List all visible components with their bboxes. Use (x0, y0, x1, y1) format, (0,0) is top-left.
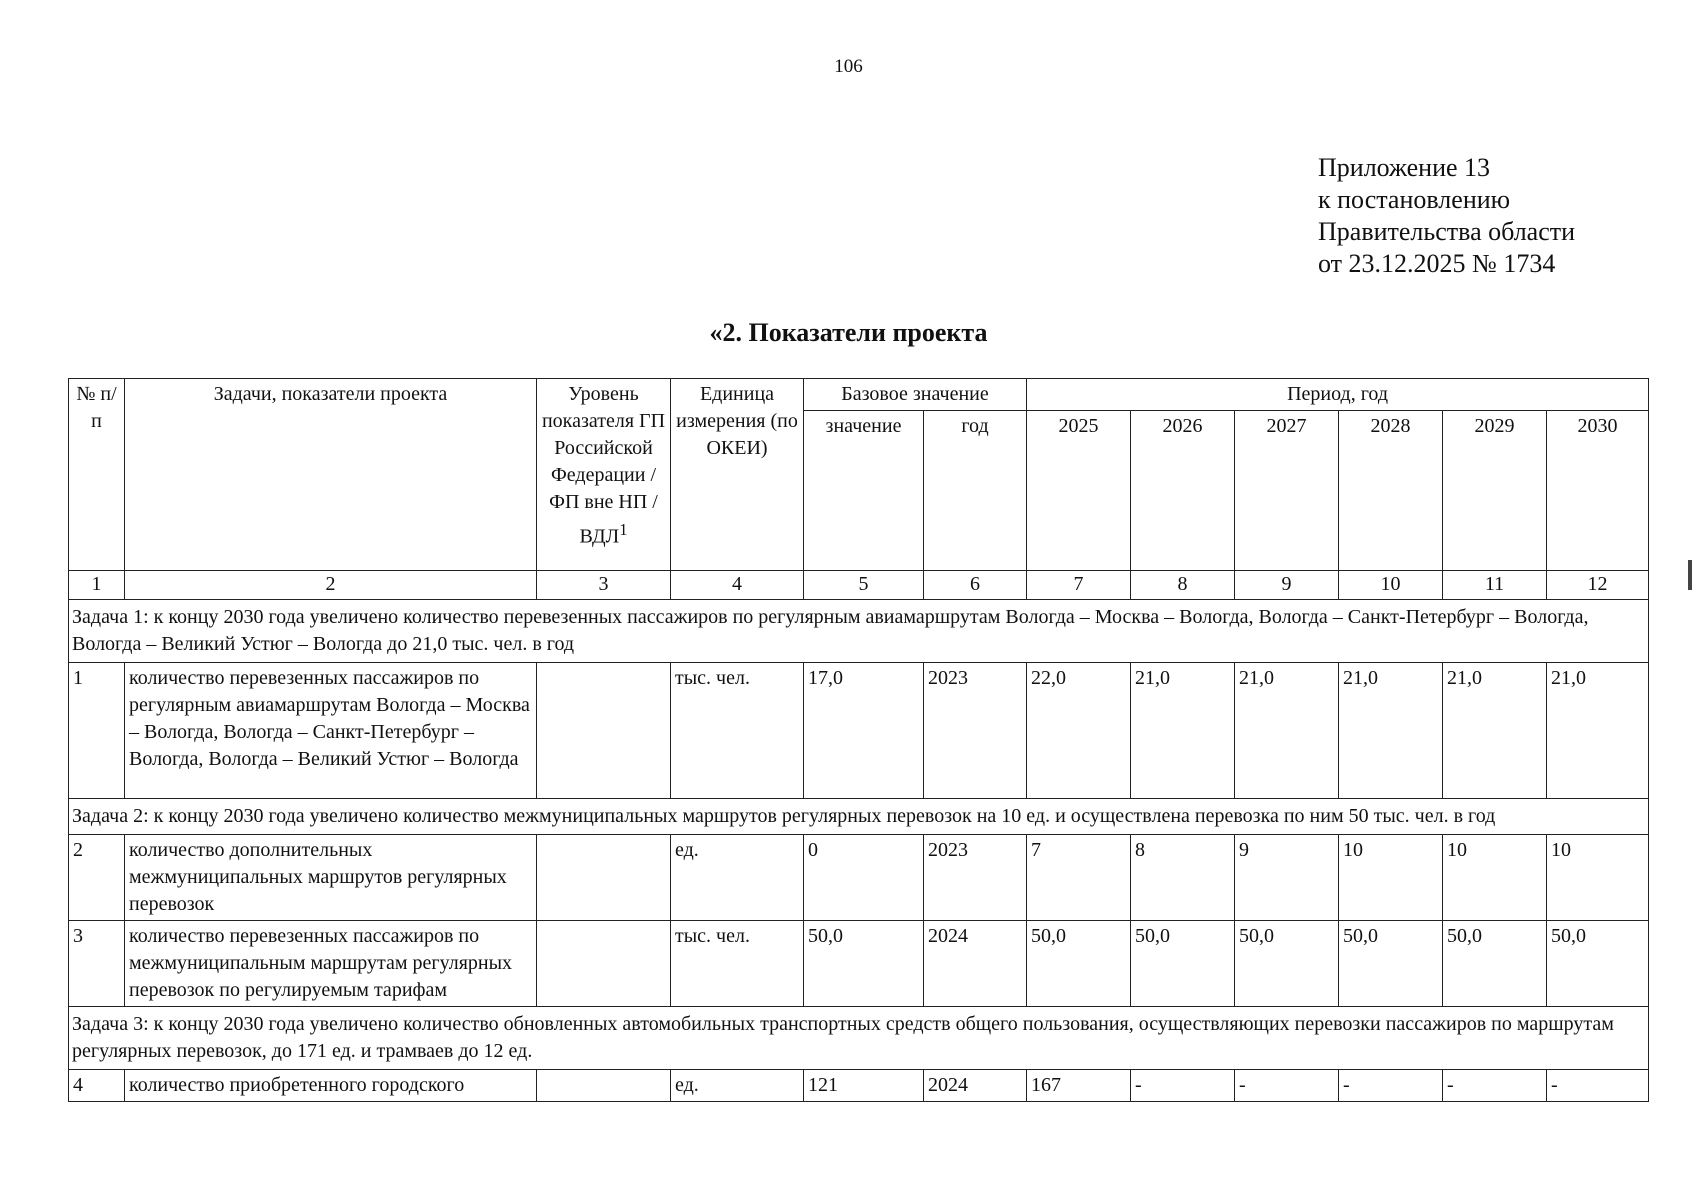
column-number: 1 (69, 571, 125, 600)
appendix-line: от 23.12.2025 № 1734 (1318, 249, 1556, 278)
header-num: № п/п (69, 379, 125, 571)
row-base-year: 2024 (924, 1070, 1027, 1102)
header-period: Период, год (1027, 379, 1649, 411)
row-base-value: 17,0 (804, 663, 924, 799)
row-indicator: количество перевезенных пассажиров по регулярным авиамаршрутам Вологда – Москва – Вологда, Вологда – Санкт-Петербург – Вологда, Вологда – Великий Устюг – Вологда (125, 663, 537, 799)
row-level (537, 1070, 671, 1102)
row-year-value: - (1443, 1070, 1547, 1102)
column-number: 9 (1235, 571, 1339, 600)
row-base-value: 50,0 (804, 921, 924, 1007)
column-number-row (69, 571, 1649, 600)
header-base-year: год (924, 411, 1027, 571)
row-num: 4 (69, 1070, 125, 1102)
row-year-value: 7 (1027, 835, 1131, 921)
column-number: 4 (671, 571, 804, 600)
row-year-value: 50,0 (1235, 921, 1339, 1007)
header-level (537, 379, 671, 571)
row-indicator: количество приобретенного городского (125, 1070, 537, 1102)
row-unit: ед. (671, 835, 804, 921)
appendix-block (1318, 152, 1575, 280)
row-year-value: 21,0 (1131, 663, 1235, 799)
row-base-value: 121 (804, 1070, 924, 1102)
row-level (537, 663, 671, 799)
row-num: 3 (69, 921, 125, 1007)
task-row (69, 1007, 1649, 1070)
row-year-value: 21,0 (1443, 663, 1547, 799)
header-year: 2028 (1339, 411, 1443, 571)
task-row (69, 799, 1649, 835)
page-number: 106 (834, 56, 863, 77)
row-year-value: 8 (1131, 835, 1235, 921)
table-row (69, 921, 1649, 1007)
table-row (69, 663, 1649, 799)
scan-edge-mark (1688, 560, 1692, 590)
row-year-value: 22,0 (1027, 663, 1131, 799)
task-3: Задача 3: к концу 2030 года увеличено количество обновленных автомобильных транспортных средств общего пользования, осуществляющих перевозки пассажиров по маршрутам регулярных перевозок, до 171 ед. и трамваев до 12 ед. (69, 1007, 1649, 1070)
task-1: Задача 1: к концу 2030 года увеличено количество перевезенных пассажиров по регулярным авиамаршрутам Вологда – Москва – Вологда, Вологда – Санкт-Петербург – Вологда, Вологда – Великий Устюг – Вологда до 21,0 тыс. чел. в год (69, 600, 1649, 663)
row-base-year: 2023 (924, 663, 1027, 799)
header-year: 2026 (1131, 411, 1235, 571)
row-year-value: - (1131, 1070, 1235, 1102)
row-year-value: 167 (1027, 1070, 1131, 1102)
row-unit: тыс. чел. (671, 663, 804, 799)
header-unit: Единица измерения (по ОКЕИ) (671, 379, 804, 571)
row-year-value: 50,0 (1027, 921, 1131, 1007)
row-unit: тыс. чел. (671, 921, 804, 1007)
column-number: 6 (924, 571, 1027, 600)
row-year-value: 21,0 (1547, 663, 1649, 799)
row-indicator: количество дополнительных межмуниципальных маршрутов регулярных перевозок (125, 835, 537, 921)
appendix-line: Приложение 13 (1318, 153, 1491, 182)
table-row (69, 835, 1649, 921)
row-unit: ед. (671, 1070, 804, 1102)
appendix-line: к постановлению (1318, 185, 1511, 214)
document-title: «2. Показатели проекта (709, 318, 988, 347)
appendix-line: Правительства области (1318, 217, 1576, 246)
header-base: Базовое значение (804, 379, 1027, 411)
header-year: 2025 (1027, 411, 1131, 571)
row-year-value: 21,0 (1339, 663, 1443, 799)
column-number: 3 (537, 571, 671, 600)
row-indicator: количество перевезенных пассажиров по межмуниципальным маршрутам регулярных перевозок по регулируемым тарифам (125, 921, 537, 1007)
header-level-text: Уровень показателя ГП Российской Федерации / ФП вне НП / ВДЛ (541, 383, 666, 548)
table-row (69, 1070, 1649, 1102)
row-year-value: 10 (1547, 835, 1649, 921)
row-base-year: 2023 (924, 835, 1027, 921)
row-year-value: 10 (1443, 835, 1547, 921)
row-base-value: 0 (804, 835, 924, 921)
row-year-value: 50,0 (1443, 921, 1547, 1007)
column-number: 11 (1443, 571, 1547, 600)
row-year-value: 9 (1235, 835, 1339, 921)
footnote-mark: 1 (619, 520, 628, 539)
row-num: 1 (69, 663, 125, 799)
row-year-value: 50,0 (1131, 921, 1235, 1007)
column-number: 5 (804, 571, 924, 600)
column-number: 7 (1027, 571, 1131, 600)
header-base-value: значение (804, 411, 924, 571)
task-row (69, 600, 1649, 663)
row-level (537, 835, 671, 921)
header-year: 2029 (1443, 411, 1547, 571)
row-year-value: 21,0 (1235, 663, 1339, 799)
header-tasks: Задачи, показатели проекта (125, 379, 537, 571)
column-number: 10 (1339, 571, 1443, 600)
header-row (69, 379, 1649, 411)
row-year-value: 50,0 (1547, 921, 1649, 1007)
row-year-value: - (1235, 1070, 1339, 1102)
row-year-value: 50,0 (1339, 921, 1443, 1007)
task-2: Задача 2: к концу 2030 года увеличено количество межмуниципальных маршрутов регулярных перевозок на 10 ед. и осуществлена перевозка по ним 50 тыс. чел. в год (69, 799, 1649, 835)
row-level (537, 921, 671, 1007)
column-number: 12 (1547, 571, 1649, 600)
column-number: 8 (1131, 571, 1235, 600)
header-year: 2030 (1547, 411, 1649, 571)
header-year: 2027 (1235, 411, 1339, 571)
row-year-value: - (1339, 1070, 1443, 1102)
row-year-value: - (1547, 1070, 1649, 1102)
row-num: 2 (69, 835, 125, 921)
indicators-table (68, 378, 1649, 1102)
row-base-year: 2024 (924, 921, 1027, 1007)
column-number: 2 (125, 571, 537, 600)
row-year-value: 10 (1339, 835, 1443, 921)
